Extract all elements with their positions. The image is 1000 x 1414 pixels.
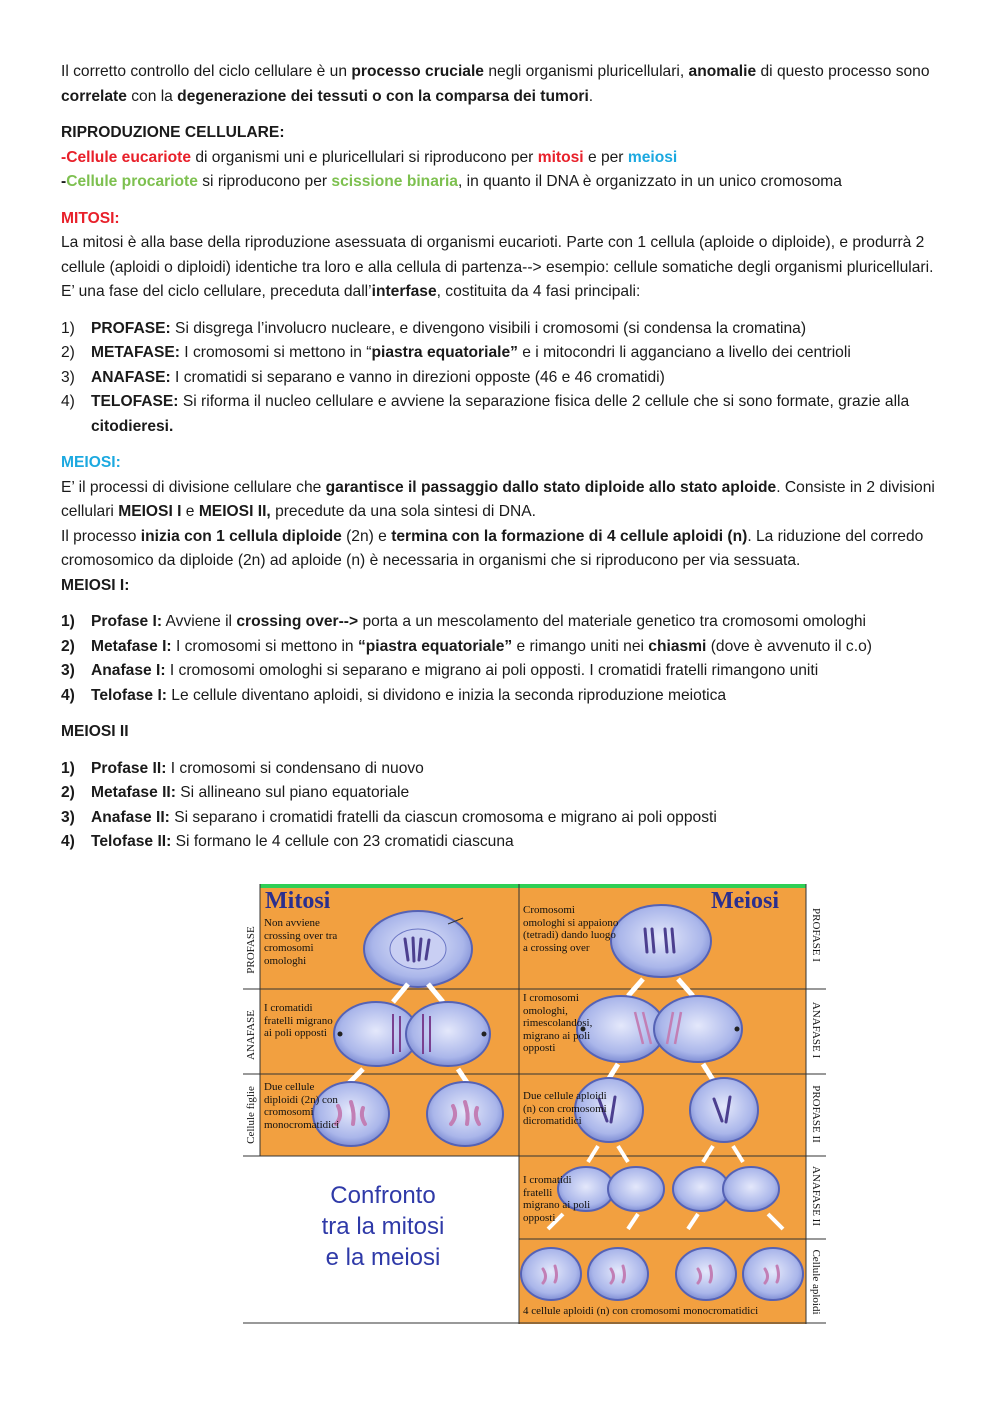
text: I cromosomi si condensano di nuovo (166, 759, 424, 777)
text: . (588, 87, 594, 105)
text: porta a un mescolamento del materiale genetico tra cromosomi omologhi (358, 613, 867, 630)
meiosi-paragraph-2 (61, 525, 941, 574)
confronto-line: tra la mitosi (321, 1213, 445, 1240)
phase-label: ANAFASE: (91, 368, 171, 386)
bold-text: interfase (371, 283, 437, 300)
text: con la (126, 87, 178, 105)
bold-text: “piastra equatoriale” (357, 637, 513, 655)
text: Si disgrega l’involucro nucleare, e divengono visibili i cromosomi (si condensa la cromatina) (170, 319, 807, 337)
bold-text: MEIOSI I (118, 503, 182, 520)
heading-meiosi (61, 451, 941, 476)
list-item (61, 806, 941, 831)
figure-title-mitosi: Mitosi (265, 888, 331, 914)
right-label-anafase-1: ANAFASE I (810, 1001, 822, 1059)
text: di questo processo sono (756, 63, 930, 80)
right-label-cellule-aploidi: Cellule aploidi (810, 1249, 822, 1315)
bold-text: correlate (61, 87, 127, 105)
scissione-label: scissione binaria (331, 173, 458, 190)
phase-label: Anafase II: (91, 808, 170, 826)
list-number: 2) (61, 784, 75, 801)
list-number: 1) (61, 613, 75, 630)
text: si riproducono per (197, 173, 332, 190)
phase-label: Telofase I: (91, 686, 167, 704)
text: di organismi uni e pluricellulari si riproducono per (191, 148, 538, 166)
meiosi-profase2-caption: Due cellule aploidi (n) con cromosomi dicromatidici (523, 1090, 607, 1127)
heading-text: MEIOSI II (61, 723, 129, 740)
procariote-label: Cellule procariote (66, 173, 198, 190)
list-number: 4) (61, 393, 75, 410)
confronto-line: e la meiosi (325, 1244, 441, 1271)
list-number: 3) (61, 368, 75, 386)
mitosi-label: mitosi (537, 148, 584, 166)
mitosi-phase-list (61, 317, 941, 440)
text: Avviene il (162, 613, 237, 630)
confronto-caption (283, 1180, 483, 1273)
text: Il corretto controllo del ciclo cellulare è un (61, 63, 352, 80)
list-number: 4) (61, 686, 75, 704)
heading-text: RIPRODUZIONE CELLULARE: (61, 124, 285, 141)
bold-text: processo cruciale (351, 63, 484, 80)
phase-label: Profase I: (91, 613, 163, 630)
list-number: 1) (61, 319, 75, 337)
list-item (61, 781, 941, 806)
bold-text: piastra equatoriale” (371, 344, 518, 361)
heading-riproduzione (61, 121, 941, 146)
left-label-cellule-figlie: Cellule figlie (245, 1086, 257, 1144)
list-item (61, 659, 941, 684)
text: I cromatidi si separano e vanno in direzioni opposte (46 e 46 cromatidi) (170, 368, 665, 386)
bold-text: MEIOSI II, (198, 503, 271, 520)
list-item (61, 366, 941, 391)
list-item (61, 341, 941, 366)
right-label-profase-1: PROFASE I (810, 908, 822, 962)
list-number: 2) (61, 344, 75, 361)
list-item (61, 684, 941, 709)
phase-label: Telofase II: (91, 833, 172, 850)
text: , costituita da 4 fasi principali: (436, 283, 641, 300)
right-label-profase-2: PROFASE II (810, 1085, 822, 1143)
heading-text: MITOSI: (61, 209, 120, 227)
list-number: 3) (61, 808, 75, 826)
meiosi-profase-caption: Cromosomi omologhi si appaiono (tetradi) dando luogo a crossing over (523, 904, 619, 954)
text: Si separano i cromatidi fratelli da ciascun cromosoma e migrano ai poli opposti (169, 808, 717, 826)
text: . Consiste in 2 divisioni cellulari (61, 478, 935, 520)
bold-text: garantisce il passaggio dallo stato diploide allo stato aploide (325, 478, 777, 496)
list-item (61, 317, 941, 342)
text: E’ il processi di divisione cellulare che (61, 478, 326, 496)
text: e i mitocondri li agganciano a livello dei centrioli (517, 344, 851, 361)
text: e rimango uniti nei (512, 637, 649, 655)
mitosi-profase-caption: Non avviene crossing over tra cromosomi omologhi (264, 917, 338, 967)
text: negli organismi pluricellulari, (483, 63, 689, 80)
text: , in quanto il DNA è organizzato in un unico cromosoma (457, 173, 842, 190)
text: I cromosomi si mettono in (171, 637, 358, 655)
text: Le cellule diventano aploidi, si dividono e inizia la seconda riproduzione meiotica (166, 686, 727, 704)
meiosi-1-phase-list (61, 610, 941, 708)
bold-text: degenerazione dei tessuti o con la comparsa dei tumori (177, 87, 589, 105)
figure-title-meiosi: Meiosi (711, 888, 779, 914)
intro-paragraph (61, 60, 941, 109)
phase-label: METAFASE: (91, 344, 180, 361)
text: La mitosi è alla base della riproduzione asessuata di organismi eucarioti. Parte con 1 cellula (aploide o diploide), e produrrà 2 cellule (aploidi o diploidi) identiche tra loro e alla cellula di partenza--> esempio: cellule somatiche degli organismi pluricellulari. E’ una fase del ciclo cellulare, preceduta dall’ (61, 234, 934, 300)
text: e per (583, 148, 628, 166)
list-item (61, 757, 941, 782)
list-item (61, 635, 941, 660)
meiosi-label: meiosi (627, 148, 678, 166)
phase-label: TELOFASE: (91, 393, 179, 410)
riproduzione-line-2 (61, 170, 941, 195)
list-number: 3) (61, 662, 75, 679)
phase-label: PROFASE: (91, 319, 171, 337)
mitosi-meiosi-figure (243, 884, 826, 1324)
list-number: 2) (61, 637, 75, 655)
bold-text: citodieresi. (91, 417, 174, 435)
text: Si allineano sul piano equatoriale (175, 784, 410, 801)
list-item (61, 610, 941, 635)
document-body (61, 60, 941, 855)
right-label-anafase-2: ANAFASE II (810, 1166, 822, 1226)
meiosi-paragraph-1 (61, 476, 941, 525)
meiosi-anafase-caption: I cromosomi omologhi, rimescolandosi, migrano ai poli opposti (523, 992, 593, 1054)
bold-text: termina con la formazione di 4 cellule aploidi (n) (391, 527, 748, 545)
bold-text: inizia con 1 cellula diploide (140, 527, 342, 545)
heading-text: MEIOSI I: (61, 576, 130, 594)
phase-label: Anafase I: (91, 662, 166, 679)
text: (2n) e (341, 527, 392, 545)
heading-text: MEIOSI: (61, 454, 121, 471)
text: Il processo (61, 527, 141, 545)
left-label-anafase: ANAFASE (245, 1010, 257, 1060)
meiosi-final-caption: 4 cellule aploidi (n) con cromosomi monocromatidici (523, 1305, 759, 1317)
bold-text: chiasmi (648, 637, 707, 655)
text: (dove è avvenuto il c.o) (706, 637, 872, 655)
mitosi-anafase-caption: I cromatidi fratelli migrano ai poli opposti (264, 1002, 333, 1039)
confronto-line: Confronto (330, 1182, 436, 1209)
phase-label: Profase II: (91, 759, 167, 777)
list-item (61, 390, 941, 439)
phase-label: Metafase II: (91, 784, 176, 801)
list-number: 4) (61, 833, 75, 850)
eucariote-label: -Cellule eucariote (61, 148, 191, 166)
list-number: 1) (61, 759, 75, 777)
list-item (61, 830, 941, 855)
text: e (181, 503, 199, 520)
text: I cromosomi omologhi si separano e migrano ai poli opposti. I cromatidi fratelli rimangono uniti (165, 662, 819, 679)
text: Si riforma il nucleo cellulare e avviene la separazione fisica delle 2 cellule che si sono formate, grazie alla (178, 393, 910, 410)
mitosi-paragraph (61, 231, 941, 305)
mitosi-figlie-caption: Due cellule diploidi (2n) con cromosomi monocromatidici (264, 1081, 340, 1131)
text: I cromosomi si mettono in “ (179, 344, 372, 361)
meiosi-anafase2-caption: I cromatidi fratelli migrano ai poli opposti (523, 1174, 591, 1224)
heading-meiosi-2 (61, 720, 941, 745)
bold-text: crossing over--> (236, 613, 359, 630)
text: . La riduzione del corredo cromosomico da diploide (2n) ad aploide (n) è necessaria in organismi che si riproducono per via sessuata. (61, 527, 924, 569)
text: precedute da una sola sintesi di DNA. (270, 503, 536, 520)
meiosi-2-phase-list (61, 757, 941, 855)
text: Si formano le 4 cellule con 23 cromatidi ciascuna (171, 833, 514, 850)
riproduzione-line-1 (61, 146, 941, 171)
bold-text: anomalie (688, 63, 757, 80)
dash: - (61, 173, 67, 190)
heading-mitosi (61, 207, 941, 232)
heading-meiosi-1 (61, 574, 941, 599)
left-label-profase: PROFASE (245, 926, 257, 974)
phase-label: Metafase I: (91, 637, 172, 655)
